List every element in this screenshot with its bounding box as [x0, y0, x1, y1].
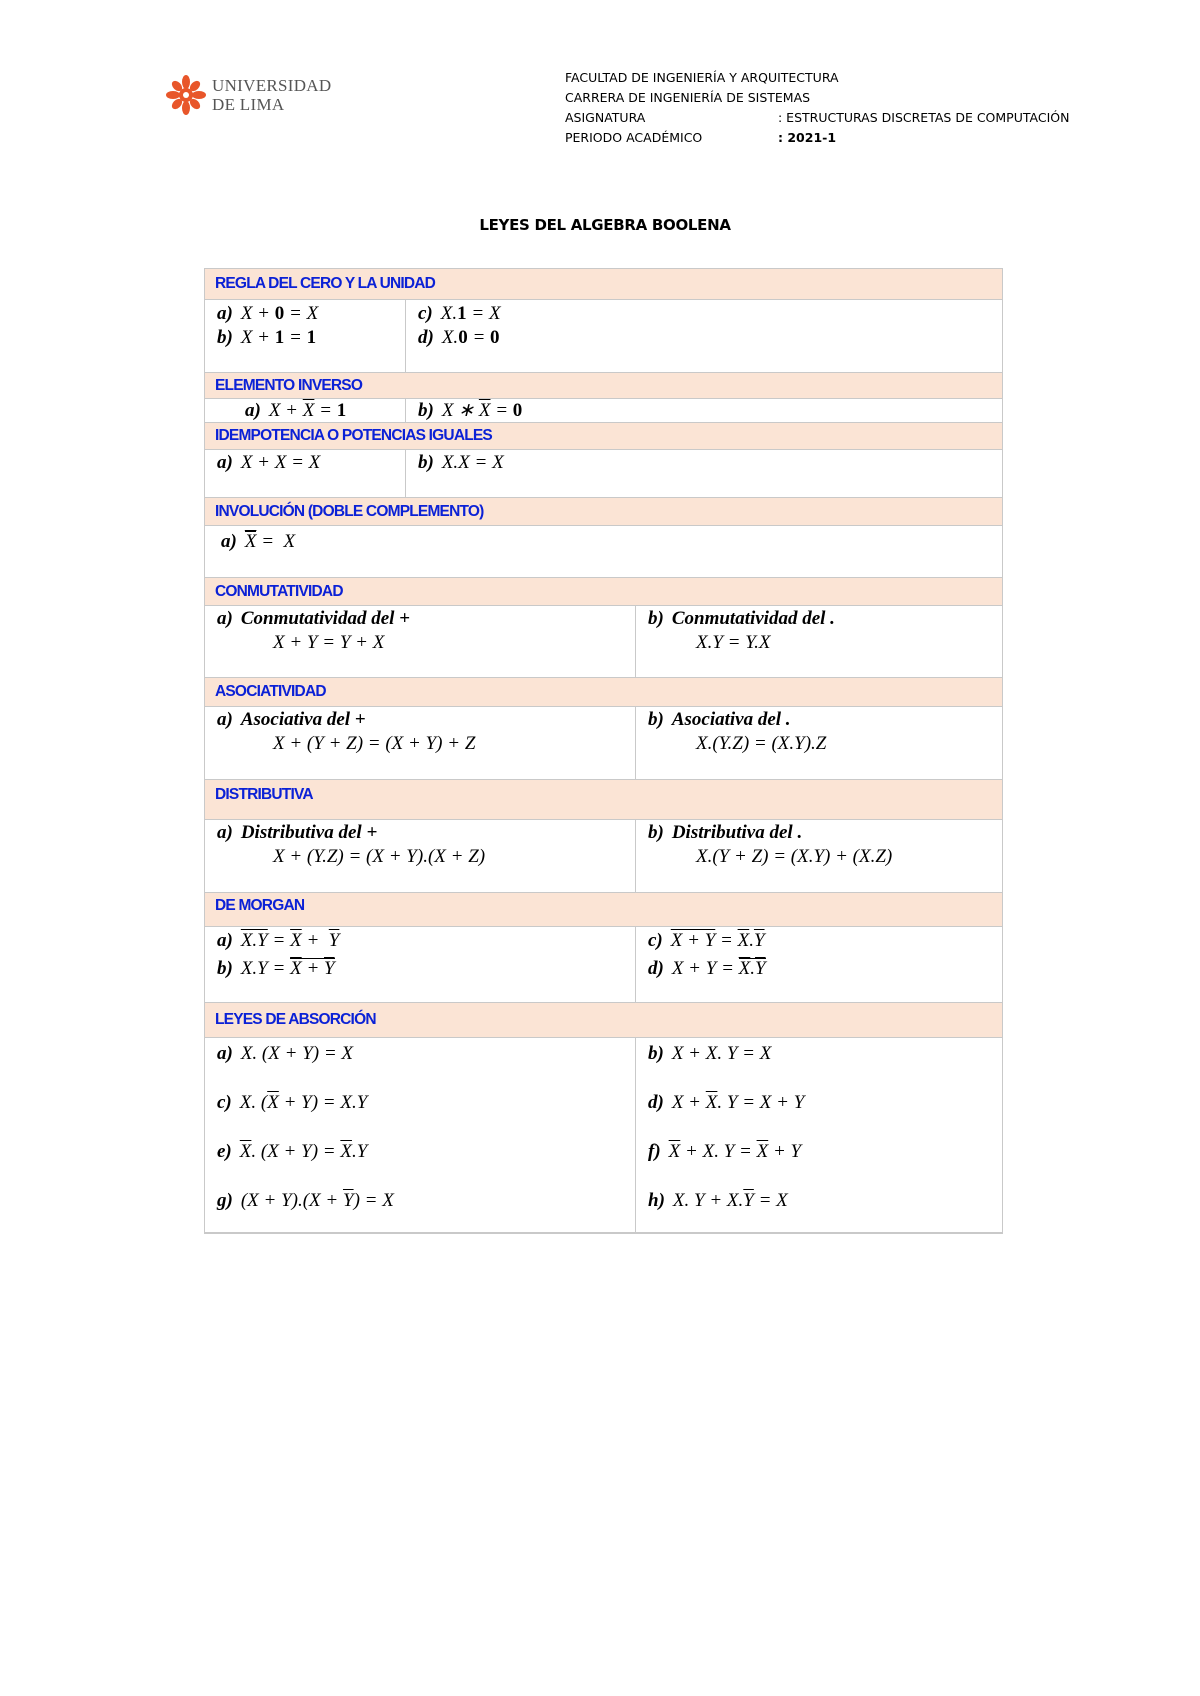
section-body-commutativity [204, 605, 1003, 677]
section-header-associativity: ASOCIATIVIDAD [204, 677, 1003, 706]
commutativity-left: a) Conmutatividad del + X + Y = Y + X [217, 608, 411, 653]
zero-one-left: a) X + 0 = X b) X + 1 = 1 [217, 303, 319, 348]
section-header-de-morgan: DE MORGAN [204, 892, 1003, 926]
logo-line-1: UNIVERSIDAD [212, 76, 332, 95]
section-header-zero-one: REGLA DEL CERO Y LA UNIDAD [204, 268, 1003, 299]
section-body-involution [204, 525, 1003, 577]
distributive-right: b) Distributiva del . X.(Y + Z) = (X.Y) + (X.Z) [635, 820, 1001, 892]
zero-one-right: c) X.1 = X d) X.0 = 0 [405, 300, 1001, 372]
section-body-idempotence [204, 449, 1003, 497]
associativity-left: a) Asociativa del + X + (Y + Z) = (X + Y) + Z [217, 709, 476, 754]
de-morgan-left: a) $X.Y = \overline{X} + \overline{Y}$ b) $X.Y = \overline{X} + \overline{Y}$ [217, 930, 340, 979]
section-body-distributive [204, 819, 1003, 892]
involution-cell: a) $\overline{X} = X$ [221, 531, 296, 552]
section-header-inverse: ELEMENTO INVERSO [204, 372, 1003, 398]
logo-line-2: DE LIMA [212, 95, 285, 114]
idempotence-left: a) X + X = X [217, 452, 321, 473]
section-body-inverse [204, 398, 1003, 422]
section-header-involution: INVOLUCIÓN (DOBLE COMPLEMENTO) [204, 497, 1003, 525]
section-header-absorption: LEYES DE ABSORCIÓN [204, 1002, 1003, 1037]
section-header-commutativity: CONMUTATIVIDAD [204, 577, 1003, 605]
idempotence-right: b) X.X = X [405, 450, 1001, 497]
absorption-right: b) X + X. Y = X d) $X + \overline{X}$. Y = X + Y f) $\overline{X} + X$. $Y = \overline{X} + Y$ h) X. $Y + X.\overline{Y} = X$ [635, 1038, 1001, 1232]
subject-value: : ESTRUCTURAS DISCRETAS DE COMPUTACIÓN [778, 110, 1070, 125]
inverse-right: b) X ∗ $\overline{X} = 0$ [405, 399, 1001, 422]
document-header [565, 68, 1069, 148]
subject-label: ASIGNATURA [565, 110, 646, 125]
section-body-de-morgan [204, 926, 1003, 1002]
faculty-line: FACULTAD DE INGENIERÍA Y ARQUITECTURA [565, 70, 839, 85]
section-body-zero-one [204, 299, 1003, 372]
laws-table [204, 268, 1003, 1234]
section-body-associativity [204, 706, 1003, 779]
career-line: CARRERA DE INGENIERÍA DE SISTEMAS [565, 90, 811, 105]
absorption-left: a) X. (X + Y) = X c) X. $(\overline{X} + Y) = X.Y$ e) $\overline{X}$. $(X + Y) = \overline{X}.Y$ g) $(X + Y).(X + \overline{Y}) = X$ [217, 1043, 394, 1211]
section-body-absorption [204, 1037, 1003, 1234]
associativity-right: b) Asociativa del . X.(Y.Z) = (X.Y).Z [635, 707, 1001, 779]
commutativity-right: b) Conmutatividad del . X.Y = Y.X [635, 606, 1001, 677]
de-morgan-right: c) $X + Y = \overline{X}.\overline{Y}$ d) $X + Y = \overline{X}.\overline{Y}$ [635, 927, 1001, 1002]
page-title: LEYES DEL ALGEBRA BOOLENA [479, 216, 731, 234]
section-header-distributive: DISTRIBUTIVA [204, 779, 1003, 819]
university-logo [166, 74, 356, 118]
section-header-idempotence: IDEMPOTENCIA O POTENCIAS IGUALES [204, 422, 1003, 449]
period-label: PERIODO ACADÉMICO [565, 130, 703, 145]
flower-logo-icon [166, 74, 206, 116]
inverse-left: a) $X + \overline{X} = 1$ [245, 400, 347, 421]
distributive-left: a) Distributiva del + X + (Y.Z) = (X + Y).(X + Z) [217, 822, 486, 867]
period-value: : 2021-1 [778, 130, 837, 145]
